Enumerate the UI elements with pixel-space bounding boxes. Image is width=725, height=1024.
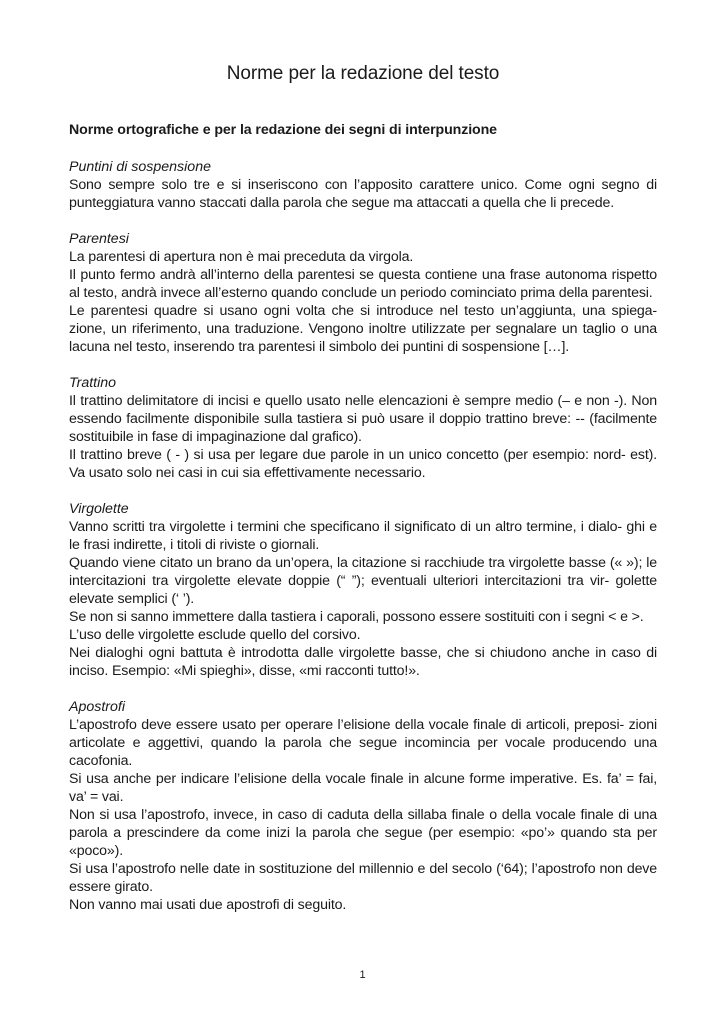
paragraph: Non si usa l’apostrofo, invece, in caso di caduta della sillaba finale o della vocale finale di una parola a prescindere da come inizi la parola che segue (per esempio: «po’» quando sta per «poco»). xyxy=(69,807,657,859)
subsection-apostrofi xyxy=(69,698,657,914)
document-body xyxy=(69,158,657,932)
paragraph: Il trattino delimitatore di incisi e quello usato nelle elencazioni è sempre medio (– e non -). Non essendo facilmente disponibile sulla tastiera si può usare il doppio trattino breve: -- (facilmente sostituibile in fase di impaginazione dal grafico). xyxy=(69,393,657,445)
paragraph: Il punto fermo andrà all’interno della parentesi se questa contiene una frase autonoma rispetto al testo, andrà invece all’esterno quando conclude un periodo cominciato prima della parentesi. xyxy=(69,267,657,301)
section-heading: Norme ortografiche e per la redazione dei segni di interpunzione xyxy=(69,122,497,138)
paragraph: Il trattino breve ( - ) si usa per legare due parole in un unico concetto (per esempio: nord- est). Va usato solo nei casi in cui sia effettivamente necessario. xyxy=(69,447,657,481)
paragraph: Quando viene citato un brano da un’opera, la citazione si racchiude tra virgolette basse (« »); le intercitazioni tra virgolette elevate doppie (“ ”); eventuali ulteriori intercitazioni tra vir- golette elevate semplici (‘ ’). xyxy=(69,555,657,607)
paragraph: L’uso delle virgolette esclude quello del corsivo. xyxy=(69,627,361,643)
paragraph: Vanno scritti tra virgolette i termini che specificano il significato di un altro termine, i dialo- ghi e le frasi indirette, i titoli di riviste o giornali. xyxy=(69,519,657,553)
subsection-heading: Trattino xyxy=(69,375,117,391)
paragraph: Si usa l’apostrofo nelle date in sostituzione del millennio e del secolo (‘64); l’apostrofo non deve essere girato. xyxy=(69,861,657,895)
paragraph: Se non si sanno immettere dalla tastiera i caporali, possono essere sostituiti con i segni < e >. xyxy=(69,609,644,625)
subsection-heading: Puntini di sospensione xyxy=(69,159,211,175)
paragraph: La parentesi di apertura non è mai preceduta da virgola. xyxy=(69,249,414,265)
paragraph: Nei dialoghi ogni battuta è introdotta dalle virgolette basse, che si chiudono anche in caso di inciso. Esempio: «Mi spieghi», disse, «mi racconti tutto!». xyxy=(69,645,657,679)
paragraph: Le parentesi quadre si usano ogni volta che si introduce nel testo un’aggiunta, una spiega- zione, un riferimento, una traduzione. Vengono inoltre utilizzate per segnalare un taglio o una lacuna nel testo, inserendo tra parentesi il simbolo dei puntini di sospensione […]. xyxy=(69,303,657,355)
subsection-heading: Parentesi xyxy=(69,231,129,247)
paragraph: Non vanno mai usati due apostrofi di seguito. xyxy=(69,897,347,913)
subsection-trattino xyxy=(69,374,657,482)
subsection-puntini xyxy=(69,158,657,212)
subsection-virgolette xyxy=(69,500,657,680)
subsection-heading: Virgolette xyxy=(69,501,129,517)
paragraph: L’apostrofo deve essere usato per operare l’elisione della vocale finale di articoli, preposi- zioni articolate e aggettivi, quando la parola che segue incomincia per vocale producendo una cacofonia. xyxy=(69,717,657,769)
document-title: Norme per la redazione del testo xyxy=(226,63,500,84)
paragraph: Sono sempre solo tre e si inseriscono con l’apposito carattere unico. Come ogni segno di punteggiatura vanno staccati dalla parola che segue ma attaccati a quella che li precede. xyxy=(69,177,657,211)
paragraph: Si usa anche per indicare l’elisione della vocale finale in alcune forme imperative. Es. fa’ = fai, va’ = vai. xyxy=(69,771,657,805)
page-number: 1 xyxy=(359,969,366,981)
subsection-heading: Apostrofi xyxy=(69,699,125,715)
subsection-parentesi xyxy=(69,230,657,356)
